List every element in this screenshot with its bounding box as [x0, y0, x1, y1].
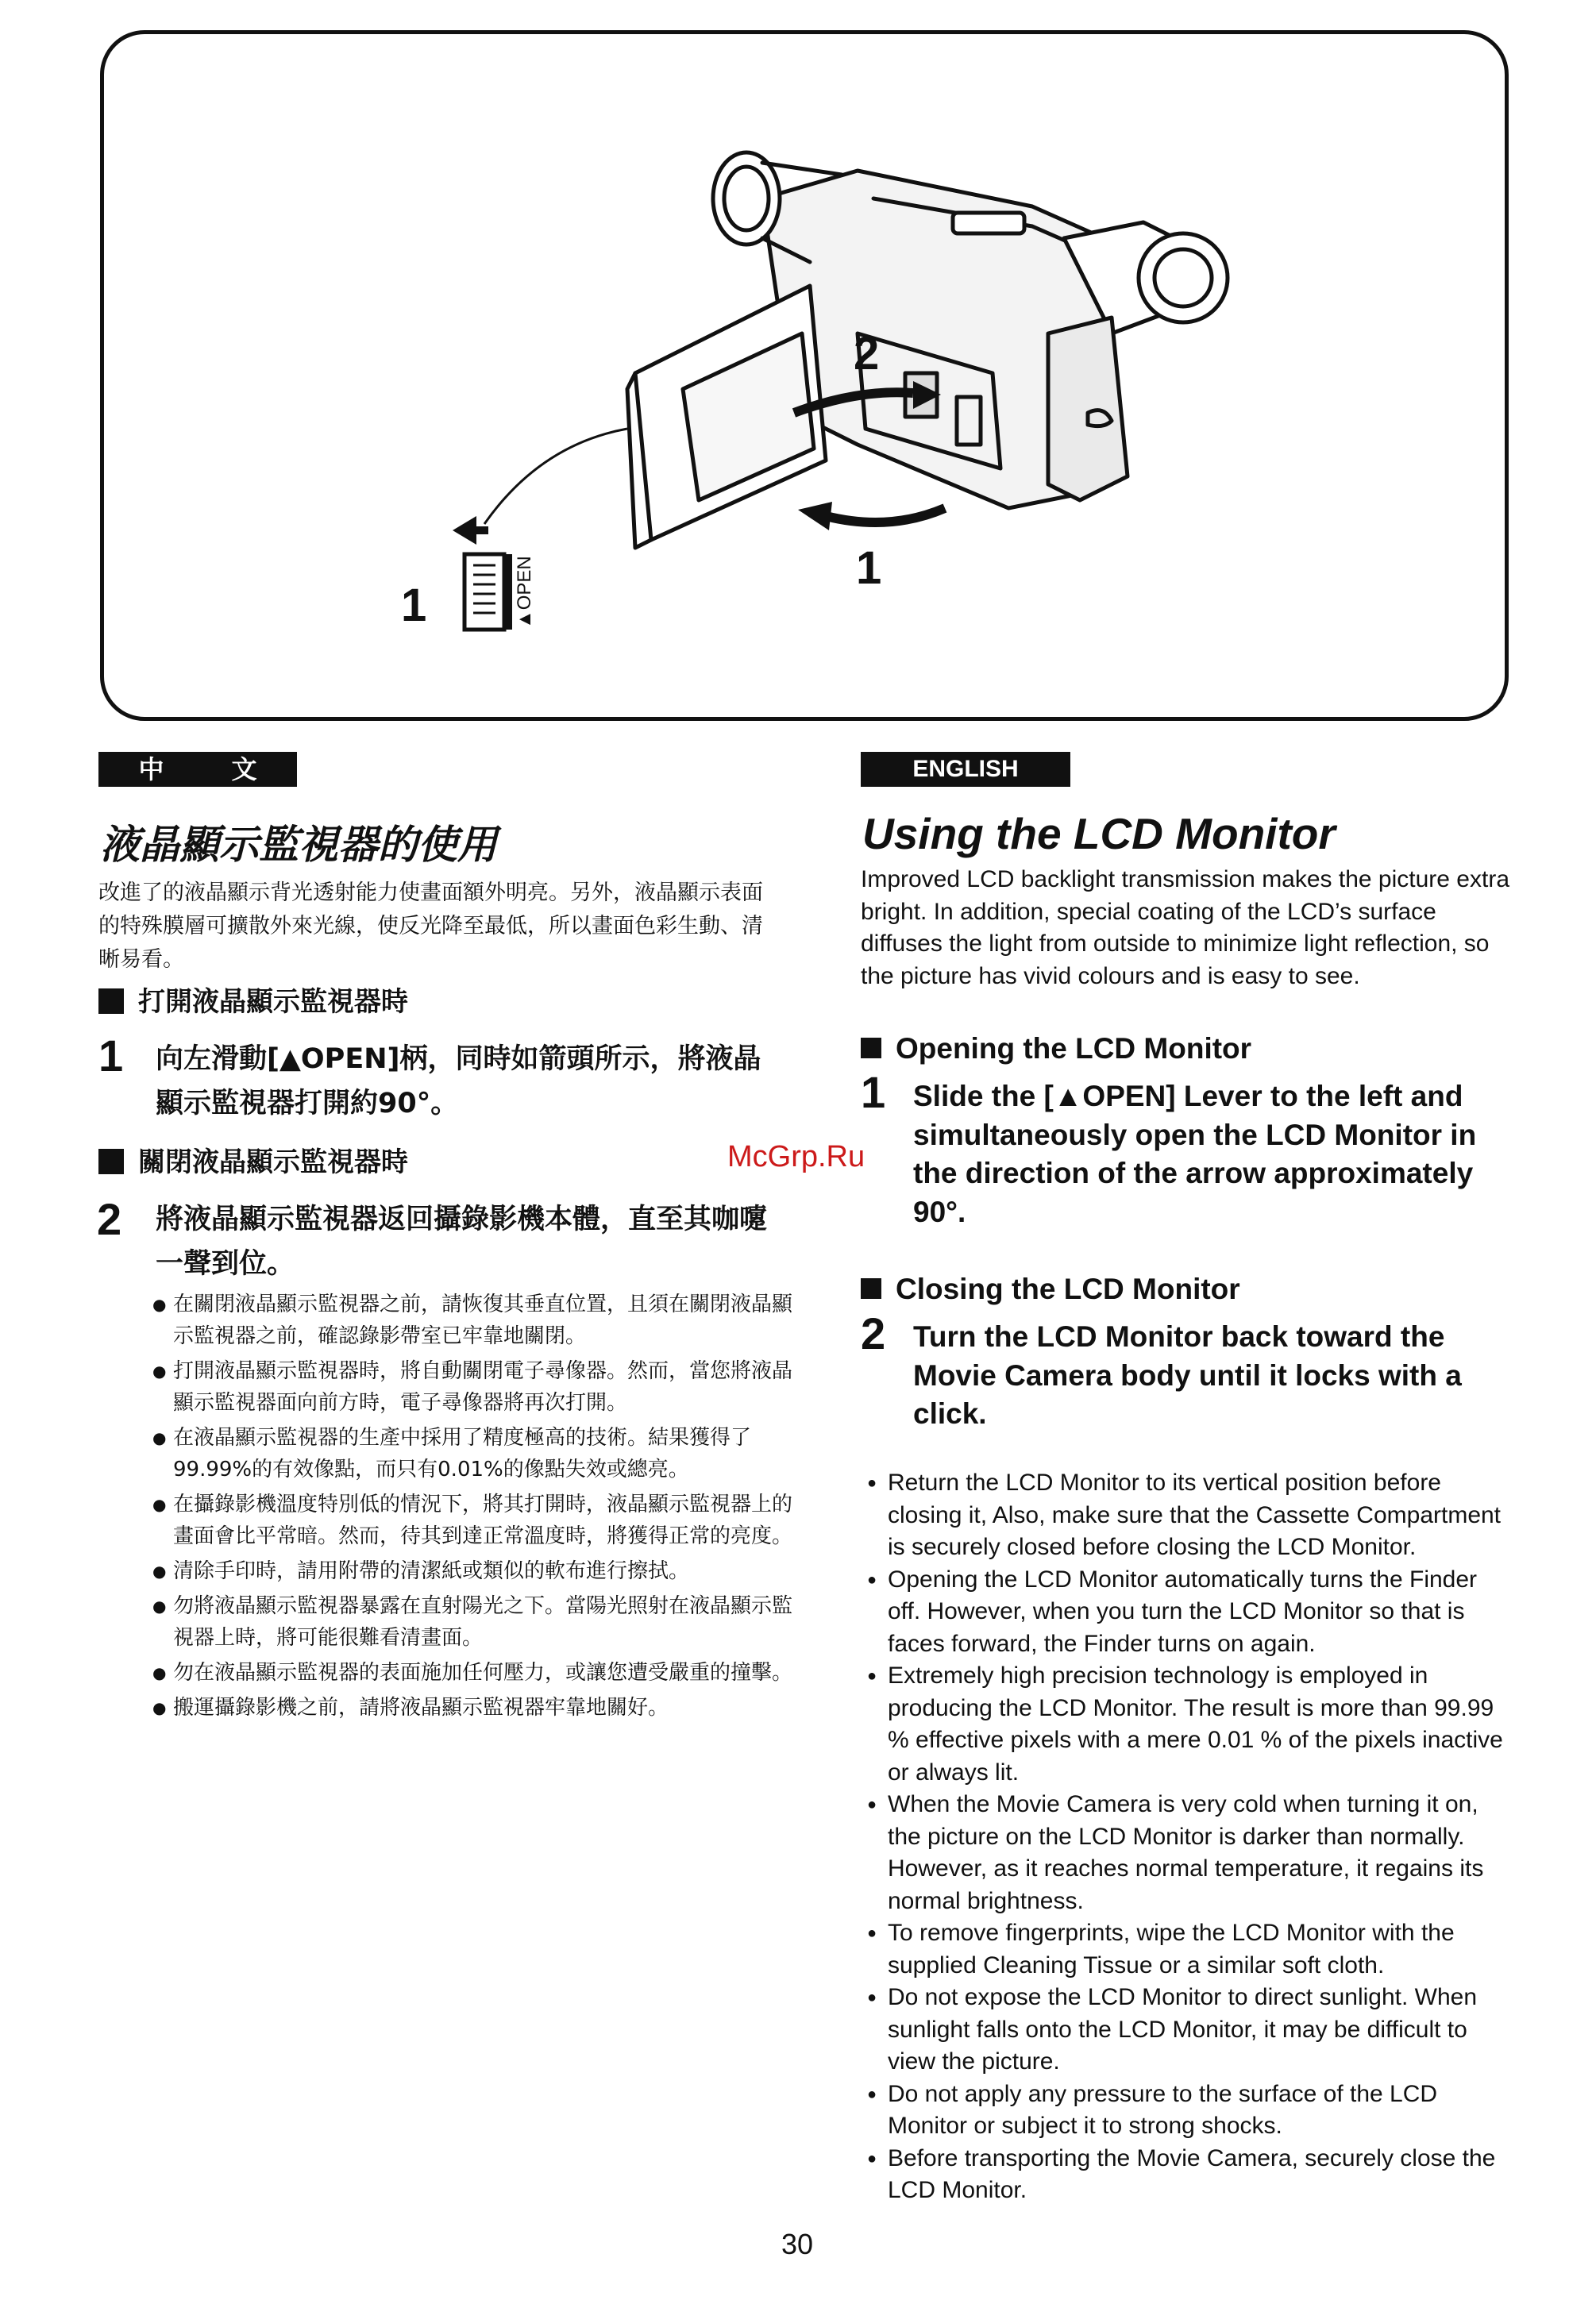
zh-note-item: ● 在攝錄影機溫度特別低的情況下，將其打開時，液晶顯示監視器上的畫面會比平常暗。然而，待其到達正常溫度時，將獲得正常的亮度。 [152, 1489, 804, 1552]
en-notes-list [867, 1467, 1510, 2207]
callout-1-right: 1 [856, 542, 882, 594]
en-opening-heading-text: Opening the LCD Monitor [896, 1032, 1252, 1065]
zh-closing-heading [98, 1140, 408, 1179]
en-page-title: Using the LCD Monitor [862, 809, 1336, 858]
zh-step-2-number: 2 [97, 1194, 122, 1244]
en-step-2-text: Turn the LCD Monitor back toward the Movie Camera body until it locks with a click. [913, 1320, 1462, 1430]
square-bullet-icon [861, 1278, 881, 1299]
zh-opening-heading [98, 980, 408, 1019]
zh-notes-list [152, 1289, 804, 1727]
zh-note-item: ● 勿在液晶顯示監視器的表面施加任何壓力，或讓您遭受嚴重的撞擊。 [152, 1657, 804, 1689]
zh-page-title: 液晶顯示監視器的使用 [100, 822, 497, 868]
zh-closing-heading-text: 關閉液晶顯示監視器時 [138, 1146, 408, 1178]
en-note-item: ● Before transporting the Movie Camera, securely close the LCD Monitor. [867, 2143, 1510, 2207]
zh-intro-paragraph: 改進了的液晶顯示背光透射能力使畫面額外明亮。另外，液晶顯示表面的特殊膜層可擴散外來光線，使反光降至最低，所以畫面色彩生動、清晰易看。 [98, 880, 763, 972]
zh-note-item: ● 清除手印時，請用附帶的清潔紙或類似的軟布進行擦拭。 [152, 1555, 804, 1587]
zh-opening-heading-text: 打開液晶顯示監視器時 [138, 986, 408, 1018]
en-step-1-text: Slide the [▲OPEN] Lever to the left and simultaneously open the LCD Monitor in the direction of the arrow approximately 90°. [913, 1080, 1477, 1228]
camcorder-illustration [0, 0, 1596, 730]
en-note-item: ● Extremely high precision technology is employed in producing the LCD Monitor. The result is more than 99.99 % effective pixels with a mere 0.01 % of the pixels inactive or always lit. [867, 1660, 1510, 1789]
en-note-item: ● Return the LCD Monitor to its vertical position before closing it, Also, make sure that the Cassette Compartment is securely closed before closing the LCD Monitor. [867, 1467, 1510, 1564]
arrow-1 [826, 508, 945, 522]
en-note-item: ● Do not apply any pressure to the surface of the LCD Monitor or subject it to strong shocks. [867, 2079, 1510, 2143]
en-intro-paragraph: Improved LCD backlight transmission makes the picture extra bright. In addition, special coating of the LCD’s surface diffuses the light from outside to minimize light reflection, so the picture has vivid colours and is easy to see. [861, 866, 1510, 989]
en-note-item: ● To remove fingerprints, wipe the LCD Monitor with the supplied Cleaning Tissue or a similar soft cloth. [867, 1917, 1510, 1982]
zh-note-item: ● 在液晶顯示監視器的生產中採用了精度極高的技術。結果獲得了99.99%的有效像點，而只有0.01%的像點失效或總亮。 [152, 1422, 804, 1485]
zh-note-item: ● 打開液晶顯示監視器時，將自動關閉電子尋像器。然而，當您將液晶顯示監視器面向前方時，電子尋像器將再次打開。 [152, 1355, 804, 1419]
square-bullet-icon [98, 988, 124, 1014]
zh-step-1-number: 1 [98, 1031, 124, 1081]
tab-chinese: 中 文 [98, 752, 297, 787]
square-bullet-icon [861, 1038, 881, 1058]
zh-step-2-text: 將液晶顯示監視器返回攝錄影機本體，直至其咖嚔一聲到位。 [156, 1204, 768, 1280]
zh-note-item: ● 搬運攝錄影機之前，請將液晶顯示監視器牢靠地關好。 [152, 1692, 804, 1724]
tab-english: ENGLISH [861, 752, 1070, 787]
zh-step-1-text: 向左滑動[▲OPEN]柄，同時如箭頭所示，將液晶顯示監視器打開約90°。 [156, 1043, 761, 1119]
top-buttons [953, 213, 1024, 233]
watermark-link[interactable]: McGrp.Ru [727, 1140, 865, 1173]
page-number: 30 [781, 2228, 814, 2260]
en-opening-heading [861, 1032, 1251, 1065]
en-note-item: ● When the Movie Camera is very cold when turning it on, the picture on the LCD Monitor is darker than normally. However, as it reaches normal temperature, it regains its normal brightness. [867, 1789, 1510, 1917]
zh-note-item: ● 在關閉液晶顯示監視器之前，請恢復其垂直位置，且須在關閉液晶顯示監視器之前，確認錄影帶室已牢靠地關閉。 [152, 1289, 804, 1352]
callout-2: 2 [854, 328, 880, 380]
en-note-item: ● Opening the LCD Monitor automatically turns the Finder off. However, when you turn the LCD Monitor so that is faces forward, the Finder turns on again. [867, 1564, 1510, 1661]
battery-pack [1048, 318, 1128, 500]
lever-label: ▲OPEN [514, 556, 535, 629]
callout-1-left: 1 [401, 580, 427, 631]
en-step-2-number: 2 [861, 1308, 886, 1358]
square-bullet-icon [98, 1149, 124, 1174]
en-closing-heading-text: Closing the LCD Monitor [896, 1273, 1240, 1305]
en-closing-heading [861, 1273, 1240, 1306]
eyecup [1139, 233, 1228, 322]
leader-line [484, 429, 627, 524]
en-step-1-number: 1 [861, 1067, 886, 1117]
en-note-item: ● Do not expose the LCD Monitor to direct sunlight. When sunlight falls onto the LCD Monitor, it may be difficult to view the picture. [867, 1982, 1510, 2079]
zh-note-item: ● 勿將液晶顯示監視器暴露在直射陽光之下。當陽光照射在液晶顯示監視器上時，將可能很難看清畫面。 [152, 1590, 804, 1654]
